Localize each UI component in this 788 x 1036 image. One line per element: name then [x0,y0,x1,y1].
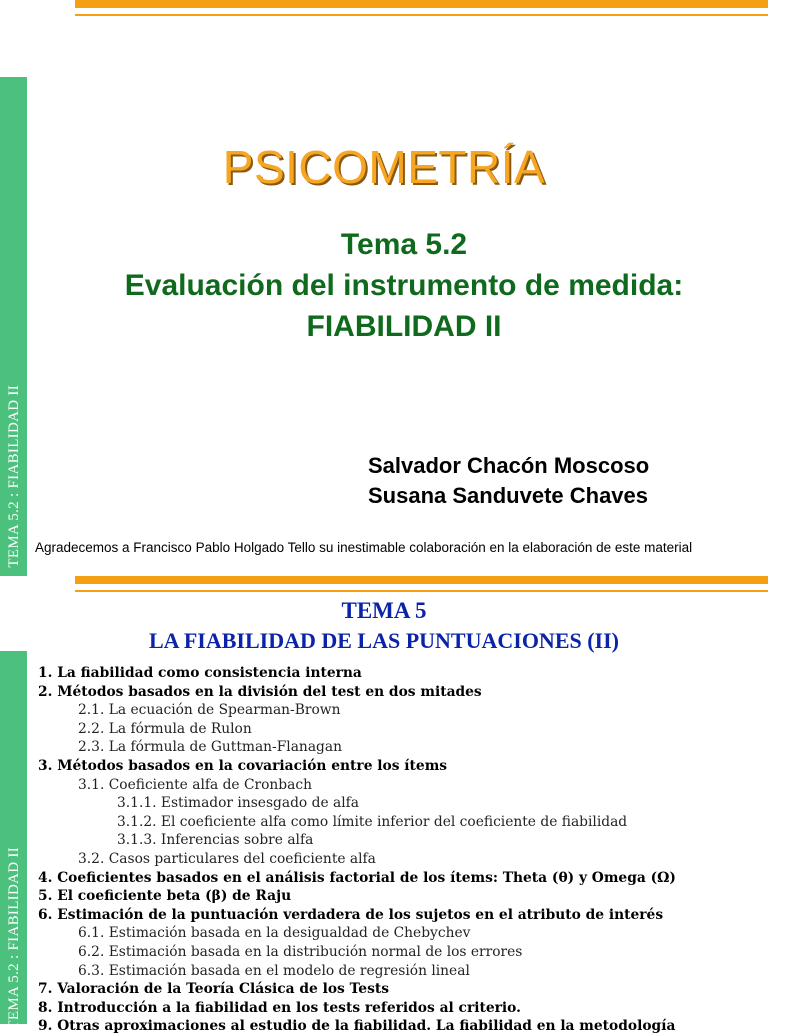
toc-item: 5. El coeficiente beta (β) de Raju [38,888,292,905]
toc-item: 3. Métodos basados en la covariación entre los ítems [38,757,448,774]
toc-item: 6. Estimación de la puntuación verdadera de los sujetos en el atributo de interés [38,906,664,923]
side-band [0,651,27,1030]
toc-item: 3.1. Coeficiente alfa de Cronbach [78,776,312,793]
toc-item: 9. Otras aproximaciones al estudio de la fiabilidad. La fiabilidad en la metodología [38,1018,676,1035]
subtitle-line-3: FIABILIDAD II [306,310,502,343]
toc-heading-2: LA FIABILIDAD DE LAS PUNTUACIONES (II) [148,628,620,653]
acknowledgement: Agradecemos a Francisco Pablo Holgado Tello su inestimable colaboración en la elaboración de este material [35,540,693,555]
table-of-contents [38,664,768,1036]
toc-item: 3.1.1. Estimador insesgado de alfa [117,795,359,812]
main-title: PSICOMETRÍA [222,141,546,193]
toc-item: 6.2. Estimación basada en la distribución normal de los errores [78,943,523,960]
subtitle-line-2: Evaluación del instrumento de medida: [124,269,684,302]
author-1: Salvador Chacón Moscoso [368,453,650,478]
top-rule-thin [75,14,768,16]
author-2: Susana Sanduvete Chaves [368,483,649,508]
contents-slide [0,576,768,1035]
side-label: TEMA 5.2 : FIABILIDAD II [6,847,22,1030]
toc-item: 2.1. La ecuación de Spearman-Brown [78,702,341,719]
top-rule-thin [75,590,768,592]
toc-item: 7. Valoración de la Teoría Clásica de los Tests [38,981,389,998]
toc-item: 8. Introducción a la fiabilidad en los tests referidos al criterio. [38,999,521,1016]
toc-item: 6.3. Estimación basada en el modelo de regresión lineal [78,962,470,979]
toc-item: 1. La fiabilidad como consistencia interna [38,665,362,681]
side-label: TEMA 5.2 : FIABILIDAD II [6,385,22,568]
toc-item: 2. Métodos basados en la división del test en dos mitades [38,683,482,700]
toc-item: 3.2. Casos particulares del coeficiente alfa [78,850,376,867]
top-rule-thick [75,0,768,8]
toc-item: 3.1.3. Inferencias sobre alfa [117,832,314,849]
toc-item: 4. Coeficientes basados en el análisis factorial de los ítems: Theta (θ) y Omega (Ω) [38,869,676,886]
toc-heading-1: TEMA 5 [341,598,427,623]
toc-item: 2.2. La fórmula de Rulon [78,720,252,737]
top-rule-thick [75,576,768,584]
toc-item: 3.1.2. El coeficiente alfa como límite inferior del coeficiente de fiabilidad [117,813,628,830]
subtitle-line-1: Tema 5.2 [340,228,468,261]
toc-item: 2.3. La fórmula de Guttman-Flanagan [78,739,342,756]
toc-item: 6.1. Estimación basada en la desigualdad de Chebychev [78,925,471,942]
